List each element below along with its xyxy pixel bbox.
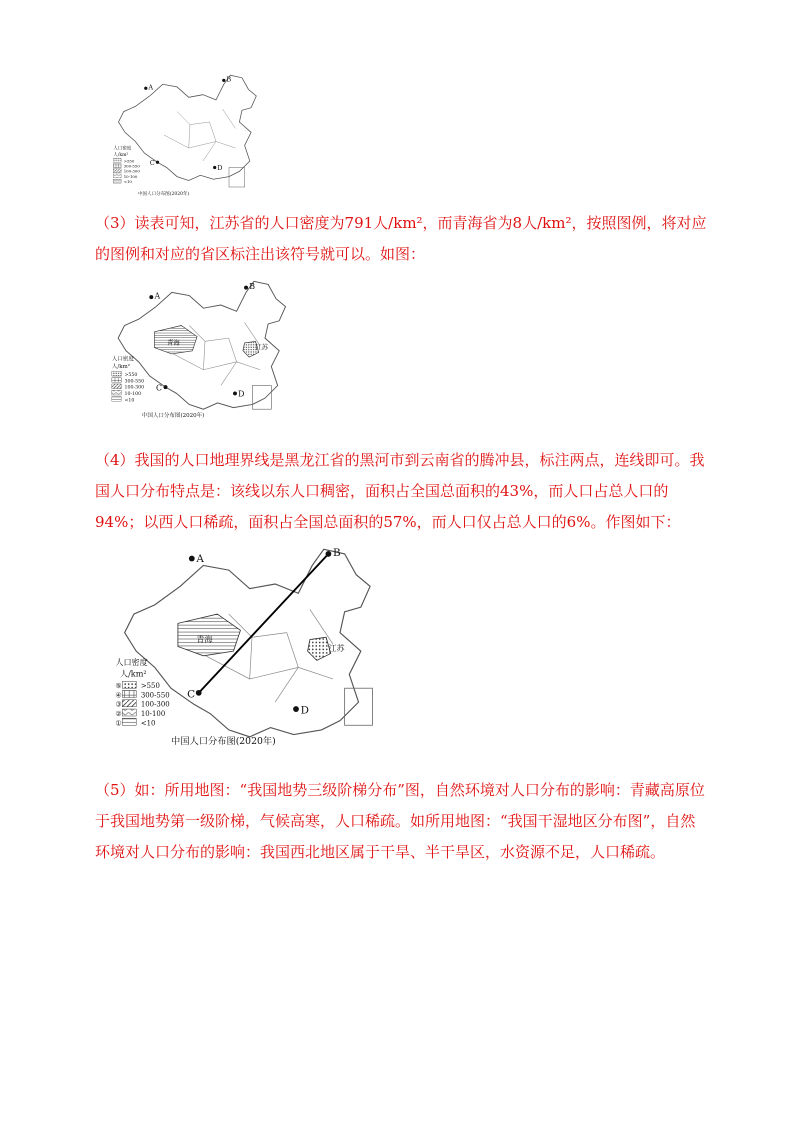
jiangsu-label: 江苏	[255, 344, 269, 352]
jiangsu-region	[308, 637, 331, 660]
svg-text:300-550: 300-550	[124, 379, 145, 385]
svg-text:100-300: 100-300	[140, 700, 170, 709]
svg-text:人/km²: 人/km²	[113, 152, 129, 158]
svg-text:300-550: 300-550	[140, 691, 170, 700]
point-d-label: D	[300, 704, 309, 717]
svg-text:100-300: 100-300	[123, 168, 140, 174]
population-map-2	[110, 275, 300, 425]
svg-text:>550: >550	[140, 682, 160, 691]
svg-text:10-100: 10-100	[140, 710, 166, 718]
svg-text:人/km²: 人/km²	[111, 364, 131, 371]
svg-text:10-100: 10-100	[124, 392, 142, 397]
svg-text:人口密度: 人口密度	[111, 356, 134, 363]
svg-text:>550: >550	[124, 373, 138, 379]
point-c-label: C	[149, 158, 155, 167]
answer-5: （5）如：所用地图：“我国地势三级阶梯分布”图，自然环境对人口分布的影响：青藏高原位于我国地势第一级阶梯，气候高寒，人口稀疏。如所用地图：“我国干湿地区分布图”，自然环境对人口分布的影响：我国西北地区属于干旱、半干旱区，水资源不足，人口稀疏。	[95, 781, 705, 861]
svg-text:<10: <10	[124, 398, 135, 404]
population-map-1	[110, 70, 270, 200]
answer-3: （3）读表可知，江苏省的人口密度为791人/km²，而青海省为8人/km²，按照图例，将对应的图例和对应的省区标注出该符号就可以。如图：	[95, 214, 707, 263]
svg-text:>550: >550	[123, 158, 135, 164]
point-d-label: D	[238, 389, 245, 399]
map-legend	[112, 354, 144, 403]
svg-text:300-550: 300-550	[123, 163, 140, 169]
svg-text:10-100: 10-100	[123, 173, 138, 179]
map-caption: 中国人口分布图(2020年)	[170, 735, 276, 747]
map-legend	[115, 657, 169, 727]
svg-text:人口密度: 人口密度	[115, 657, 148, 668]
svg-text:③: ③	[115, 700, 122, 709]
point-b-label: B	[333, 547, 341, 560]
point-a-label: A	[148, 83, 154, 92]
point-a-label: A	[196, 553, 204, 565]
svg-text:④: ④	[115, 691, 122, 700]
svg-text:⑤: ⑤	[115, 682, 122, 691]
point-c-label: C	[187, 688, 196, 701]
map-legend	[113, 144, 140, 184]
qinghai-label: 青海	[167, 339, 180, 347]
svg-text:<10: <10	[140, 719, 156, 728]
map-caption: 中国人口分布图(2020年)	[141, 413, 205, 420]
svg-text:人/km²: 人/km²	[120, 668, 147, 679]
point-c-label: C	[156, 383, 163, 393]
map-caption: 中国人口分布图(2020年)	[138, 191, 190, 197]
point-d-label: D	[217, 164, 223, 173]
svg-text:②: ②	[115, 710, 122, 718]
point-a-label: A	[154, 291, 161, 301]
point-b-label: B	[226, 75, 232, 84]
jiangsu-label: 江苏	[328, 643, 345, 654]
svg-text:人口密度: 人口密度	[113, 146, 132, 152]
answer-4: （4）我国的人口地理界线是黑龙江省的黑河市到云南省的腾冲县，标注两点，连线即可。我国人口分布特点是：该线以东人口稠密，面积占全国总面积的43%，而人口占总人口的94%；以西人口稀疏，面积占全国总面积的57%，而人口仅占总人口的6%。作图如下：	[95, 451, 705, 531]
population-map-3	[112, 540, 392, 760]
svg-text:①: ①	[115, 719, 122, 728]
svg-text:100-300: 100-300	[124, 385, 145, 391]
svg-text:<10: <10	[123, 179, 132, 185]
point-b-label: B	[249, 282, 256, 292]
qinghai-label: 青海	[196, 633, 213, 644]
